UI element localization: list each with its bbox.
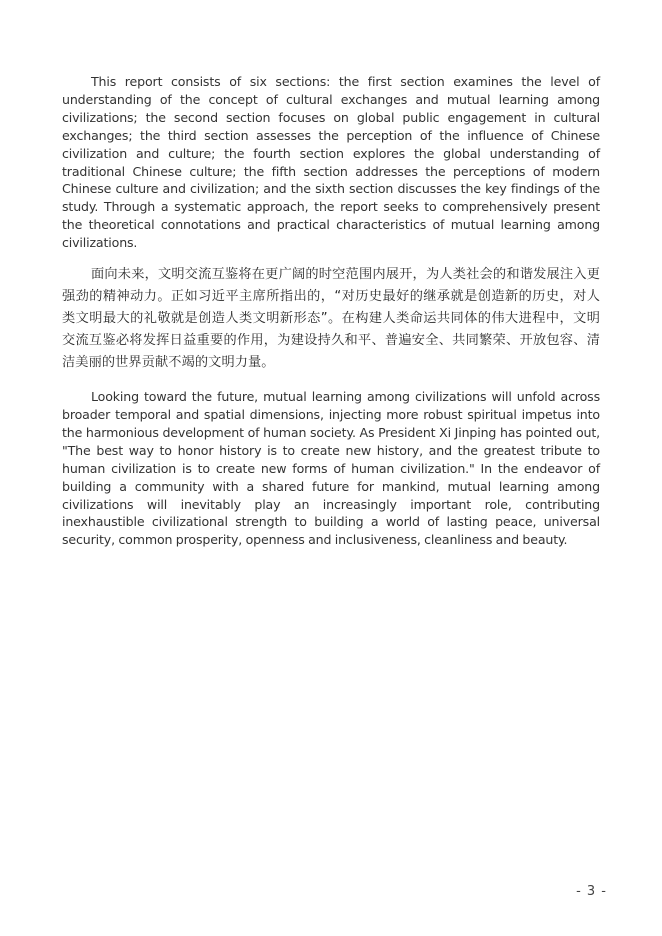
paragraph-chinese-outlook: 面向未来，文明交流互鉴将在更广阔的时空范围内展开，为人类社会的和谐发展注入更强劲的精神动力。正如习近平主席所指出的，“对历史最好的继承就是创造新的历史，对人类文明最大的礼敬就是创造人类文明新形态”。在构建人类命运共同体的伟大进程中，文明交流互鉴必将发挥日益重要的作用，为建设持久和平、普遍安全、共同繁荣、开放包容、清洁美丽的世界贡献不竭的文明力量。	[62, 267, 600, 371]
paragraph-report-structure: This report consists of six sections: the first section examines the level of understanding of the concept of cultural exchanges and mutual learning among civilizations; the second section focuses on global public engagement in cultural exchanges; the third section assesses the perception of the influence of Chinese civilization and culture; the fourth section explores the global understanding of traditional Chinese culture; the fifth section addresses the perceptions of modern Chinese culture and civilization; and the sixth section discusses the key findings of the study. Through a systematic approach, the report seeks to comprehensively present the theoretical connotations and practical characteristics of mutual learning among civilizations.	[62, 74, 600, 251]
paragraph-english-outlook: Looking toward the future, mutual learning among civilizations will unfold across broader temporal and spatial dimensions, injecting more robust spiritual impetus into the harmonious development of human society. As President Xi Jinping has pointed out, "The best way to honor history is to create new history, and the greatest tribute to human civilization is to create new forms of human civilization." In the endeavor of building a community with a shared future for mankind, mutual learning among civilizations will inevitably play an increasingly important role, contributing inexhaustible civilizational strength to building a world of lasting peace, universal security, common prosperity, openness and inclusiveness, cleanliness and beauty.	[62, 389, 600, 548]
document-body	[62, 73, 600, 549]
page-number: - 3 -	[576, 884, 607, 899]
